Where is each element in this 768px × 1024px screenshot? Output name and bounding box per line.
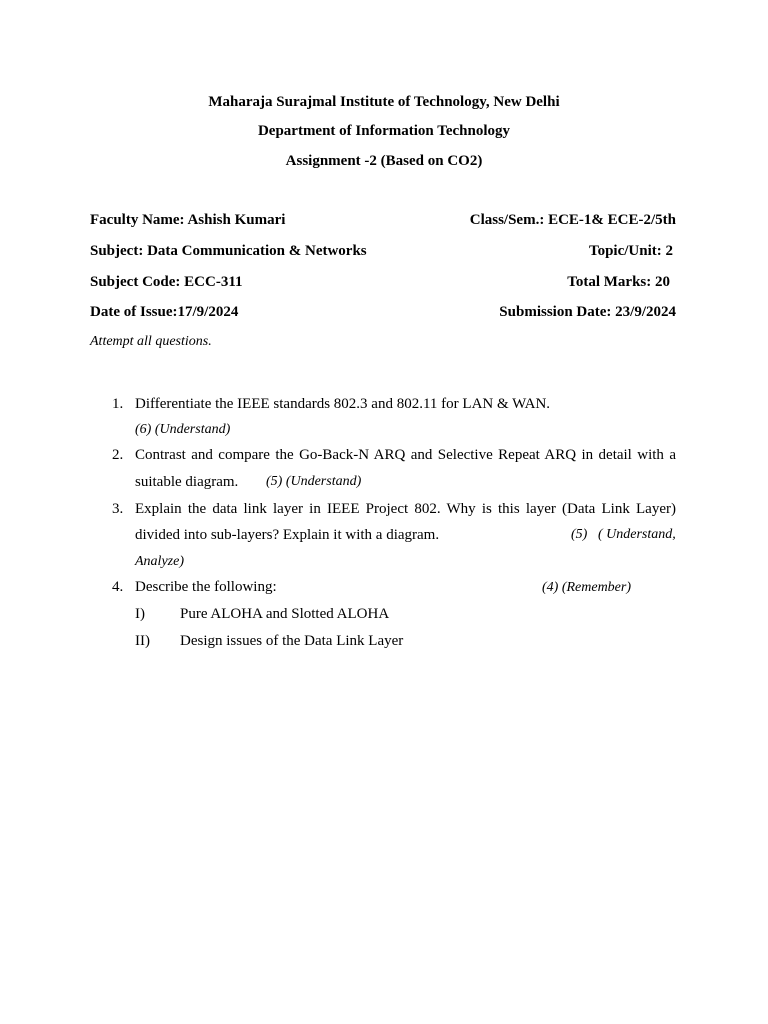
instruction-text: Attempt all questions.: [90, 334, 212, 349]
subject-code: Subject Code: ECC-311: [90, 274, 243, 290]
topic-unit: Topic/Unit: 2: [588, 243, 673, 259]
question-marks: (5) (Understand): [266, 474, 362, 489]
question-marks: (6) (Understand): [135, 422, 231, 437]
class-sem: Class/Sem.: ECE-1& ECE-2/5th: [469, 212, 676, 228]
question-text: Describe the following:: [135, 579, 277, 595]
department-title: Department of Information Technology: [257, 123, 511, 139]
question-marks-level: ( Understand,: [598, 527, 676, 542]
institute-title: Maharaja Surajmal Institute of Technology, New Delhi: [208, 94, 560, 110]
sub-item-text: Pure ALOHA and Slotted ALOHA: [180, 606, 390, 622]
assignment-title: Assignment -2 (Based on CO2): [285, 153, 483, 169]
question-marks-level-cont: Analyze): [135, 554, 184, 569]
issue-date: Date of Issue:17/9/2024: [90, 304, 239, 320]
question-number: 4.: [112, 579, 124, 595]
question-text: Differentiate the IEEE standards 802.3 and 802.11 for LAN & WAN.: [135, 396, 551, 412]
submission-date: Submission Date: 23/9/2024: [499, 304, 676, 320]
sub-item-text: Design issues of the Data Link Layer: [180, 633, 404, 649]
sub-item-number: II): [135, 633, 150, 649]
question-text-cont: suitable diagram.: [135, 474, 239, 490]
question-marks: (4) (Remember): [542, 580, 632, 595]
question-number: 1.: [112, 396, 124, 412]
question-text: Explain the data link layer in IEEE Project 802. Why is this layer (Data Link Layer): [135, 501, 676, 517]
question-text-cont: divided into sub-layers? Explain it with a diagram.: [135, 527, 440, 543]
subject-name: Subject: Data Communication & Networks: [90, 243, 367, 259]
question-text: Contrast and compare the Go-Back-N ARQ and Selective Repeat ARQ in detail with a: [135, 447, 676, 463]
question-number: 2.: [112, 447, 124, 463]
faculty-name: Faculty Name: Ashish Kumari: [90, 212, 286, 228]
question-marks: (5): [571, 527, 588, 542]
total-marks: Total Marks: 20: [567, 274, 670, 290]
question-number: 3.: [112, 501, 124, 517]
sub-item-number: I): [135, 606, 145, 622]
